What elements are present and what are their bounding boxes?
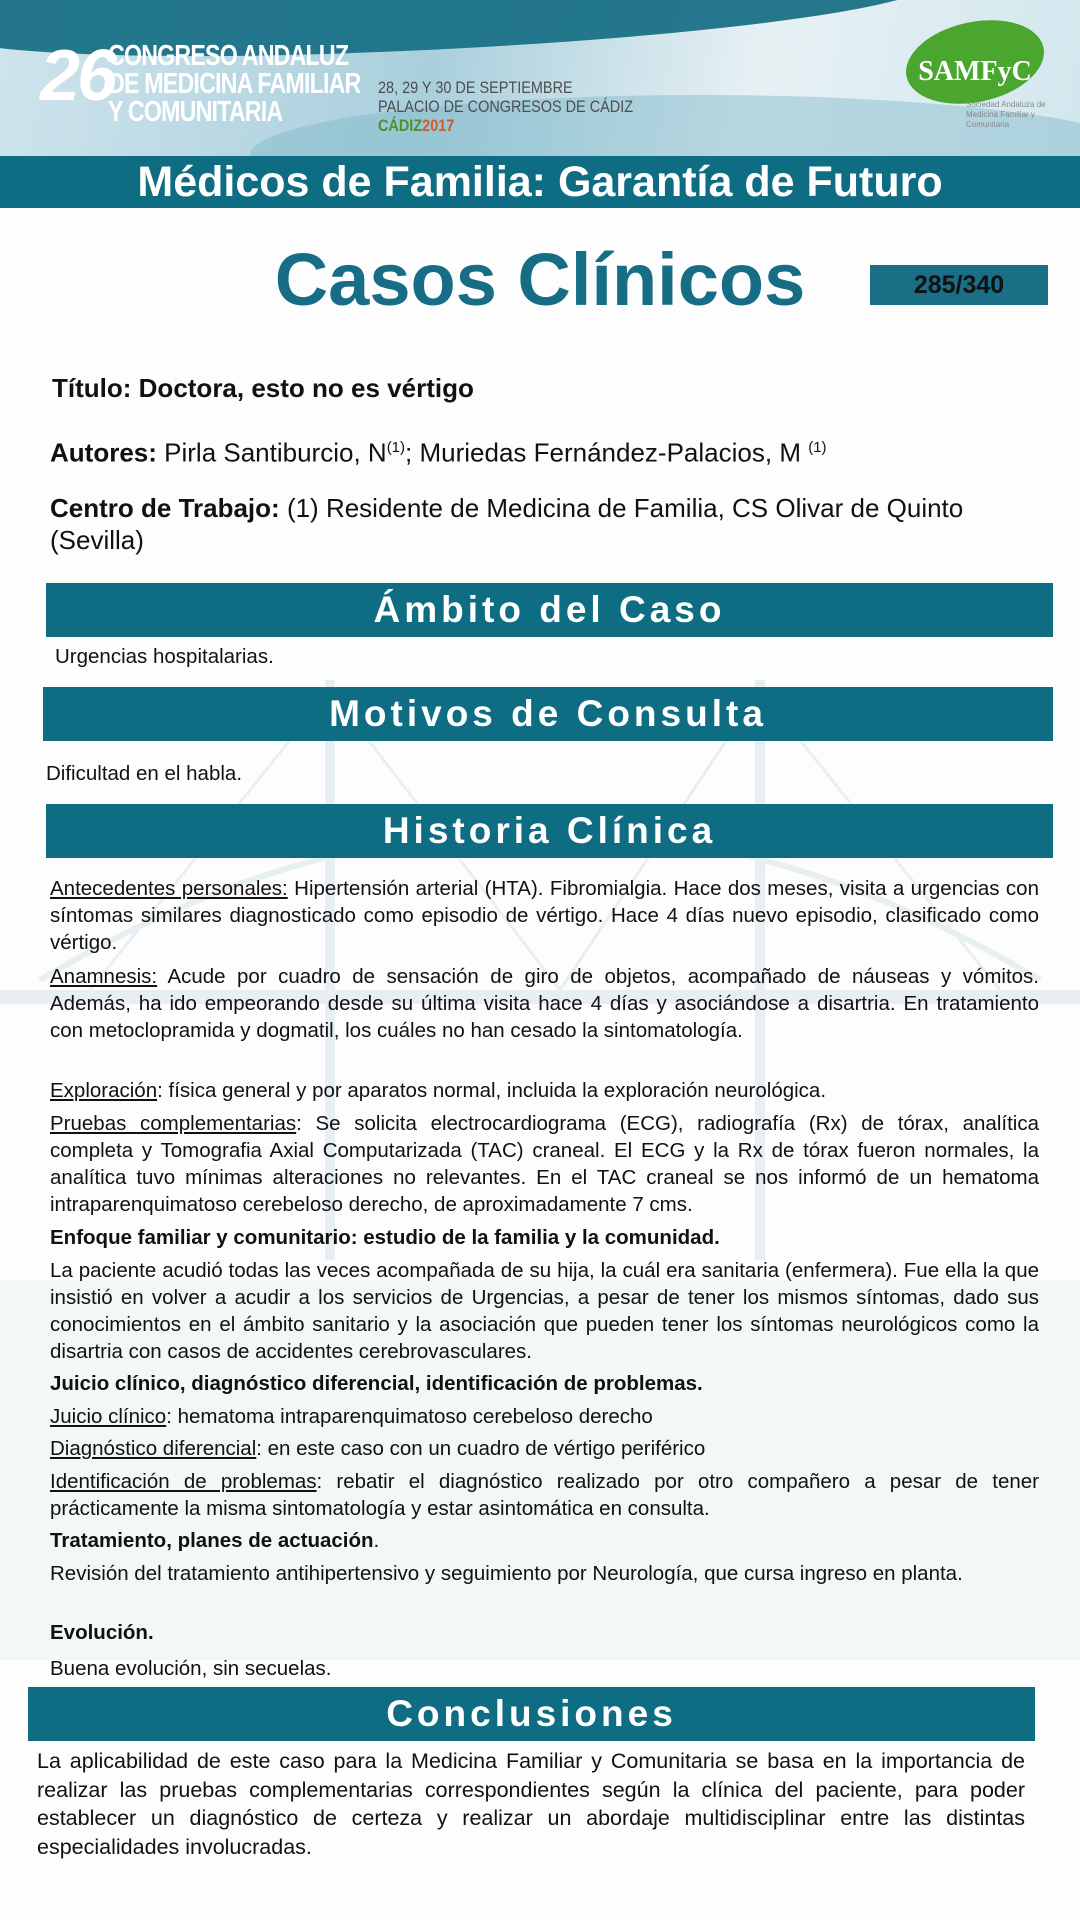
- juicio-label: Juicio clínico: [50, 1405, 167, 1428]
- congress-dates: [378, 78, 633, 135]
- logo-subtitle: Sociedad Andaluza de Medicina Familiar y Comunitaria: [966, 100, 1046, 129]
- exploracion-label: Exploración: [50, 1079, 158, 1102]
- anamnesis-paragraph: [50, 963, 1039, 1044]
- juicio-paragraph: [50, 1403, 1039, 1430]
- pruebas-text: : Se solicita electrocardiograma (ECG), radiografía (Rx) de tórax, analítica completa y Tomografia Axial Computarizada (TAC) craneal. El ECG y la Rx de tórax fueron normales, la analítica tuvo mínimas alteraciones no relevantes. En el TAC craneal se nos informó de un hematoma intraparenquimatoso cerebeloso derecho, de aproximadamente 7 cms.: [50, 1112, 1039, 1216]
- tratamiento-heading-dot: .: [373, 1529, 380, 1552]
- slogan-bar: Médicos de Familia: Garantía de Futuro: [0, 156, 1080, 208]
- diagnostico-paragraph: [50, 1435, 1039, 1462]
- antecedentes-paragraph: [50, 875, 1039, 956]
- work-center-label: Centro de Trabajo:: [50, 493, 280, 523]
- work-center-value: (1) Residente de Medicina de Familia, CS Olivar de Quinto (Sevilla): [50, 493, 964, 555]
- juicio-text: : hematoma intraparenquimatoso cerebeloso derecho: [166, 1405, 653, 1428]
- evolucion-heading: Evolución.: [50, 1621, 154, 1644]
- author-ref: (1): [386, 439, 406, 456]
- pruebas-label: Pruebas complementarias: [50, 1112, 297, 1135]
- antecedentes-label: Antecedentes personales:: [50, 877, 288, 900]
- enfoque-heading: Enfoque familiar y comunitario: estudio de la familia y la comunidad.: [50, 1226, 720, 1249]
- congress-title-line: CONGRESO ANDALUZ: [108, 40, 349, 72]
- juicio-heading: Juicio clínico, diagnóstico diferencial, identificación de problemas.: [50, 1372, 703, 1395]
- author-name: Pirla Santiburcio, N: [164, 437, 387, 468]
- motivos-text: Dificultad en el habla.: [46, 762, 243, 785]
- pruebas-paragraph: [50, 1110, 1039, 1218]
- page-title: Casos Clínicos: [274, 238, 806, 321]
- antecedentes-text: Hipertensión arterial (HTA). Fibromialgia. Hace dos meses, visita a urgencias con síntomas similares diagnosticado como episodio de vértigo. Hace 4 días nuevo episodio, clasificado como vértigo.: [50, 877, 1039, 954]
- section-heading-ambito: Ámbito del Caso: [46, 583, 1053, 637]
- venue-line: PALACIO DE CONGRESOS DE CÁDIZ: [378, 97, 634, 116]
- work-center-line: [50, 492, 1010, 556]
- tratamiento-heading-text: Tratamiento, planes de actuación: [50, 1529, 374, 1552]
- authors-label: Autores:: [50, 437, 157, 468]
- diagnostico-text: : en este caso con un cuadro de vértigo periférico: [256, 1437, 706, 1460]
- section-heading-conclusiones: Conclusiones: [28, 1687, 1035, 1741]
- diagnostico-label: Diagnóstico diferencial: [50, 1437, 257, 1460]
- enfoque-text: La paciente acudió todas las veces acompañada de su hija, la cuál era sanitaria (enfermera). Fue ella la que insistió en volver a acudir a los servicios de Urgencias, a pesar de tener los mismos síntomas, dado sus conocimientos en el ámbito sanitario y la asociación que pueden tener los síntomas neurológicos como la disartria con casos de accidentes cerebrovasculares.: [50, 1259, 1039, 1363]
- authors-line: [50, 432, 1030, 469]
- event-year: 2017: [422, 116, 455, 135]
- dates-line: 28, 29 Y 30 DE SEPTIEMBRE: [378, 78, 573, 97]
- banner-wave: [250, 95, 1080, 156]
- congress-title-line: Y COMUNITARIA: [108, 96, 283, 128]
- case-title-label: Título:: [52, 373, 132, 403]
- identificacion-text: : rebatir el diagnóstico realizado por otro compañero a pesar de tener prácticamente la misma sintomatología y estar asintomática en consulta.: [50, 1470, 1039, 1520]
- section-heading-motivos: Motivos de Consulta: [43, 687, 1053, 741]
- case-title-value: Doctora, esto no es vértigo: [138, 373, 474, 403]
- identificacion-paragraph: [50, 1468, 1039, 1522]
- tratamiento-text: Revisión del tratamiento antihipertensivo y seguimiento por Neurología, que cursa ingreso en planta.: [50, 1562, 963, 1585]
- tratamiento-heading: [50, 1527, 1039, 1554]
- city-name: CÁDIZ: [378, 116, 423, 135]
- city-year: [378, 116, 633, 135]
- congress-title-line: DE MEDICINA FAMILIAR: [108, 68, 361, 100]
- ambito-text: Urgencias hospitalarias.: [55, 645, 274, 668]
- author-ref: (1): [808, 439, 827, 456]
- evolucion-text: Buena evolución, sin secuelas.: [50, 1657, 332, 1680]
- logo-text: SAMFyC: [918, 56, 1032, 87]
- congress-title: [108, 42, 361, 126]
- conclusiones-text: La aplicabilidad de este caso para la Medicina Familiar y Comunitaria se basa en la importancia de realizar las pruebas complementarias correspondientes según la clínica del paciente, para poder establecer un diagnóstico de certeza y realizar un abordaje multidisciplinar entre las distintas especialidades involucradas.: [37, 1749, 1025, 1859]
- exploracion-paragraph: [50, 1077, 1039, 1104]
- identificacion-label: Identificación de problemas: [50, 1470, 317, 1493]
- case-title-line: [52, 372, 1032, 404]
- case-id-badge: 285/340: [870, 265, 1048, 305]
- congress-number: 26: [40, 36, 115, 116]
- section-heading-historia: Historia Clínica: [46, 804, 1053, 858]
- anamnesis-text: Acude por cuadro de sensación de giro de objetos, acompañado de náuseas y vómitos. Además, ha ido empeorando desde su última visita hace 4 días y asociándose a disartria. En tratamiento con metoclopramida y dogmatil, los cuáles no han cesado la sintomatología.: [50, 965, 1039, 1042]
- author-name: ; Muriedas Fernández-Palacios, M: [405, 437, 801, 468]
- exploracion-text: : física general y por aparatos normal, incluida la exploración neurológica.: [157, 1079, 827, 1102]
- anamnesis-label: Anamnesis:: [50, 965, 158, 988]
